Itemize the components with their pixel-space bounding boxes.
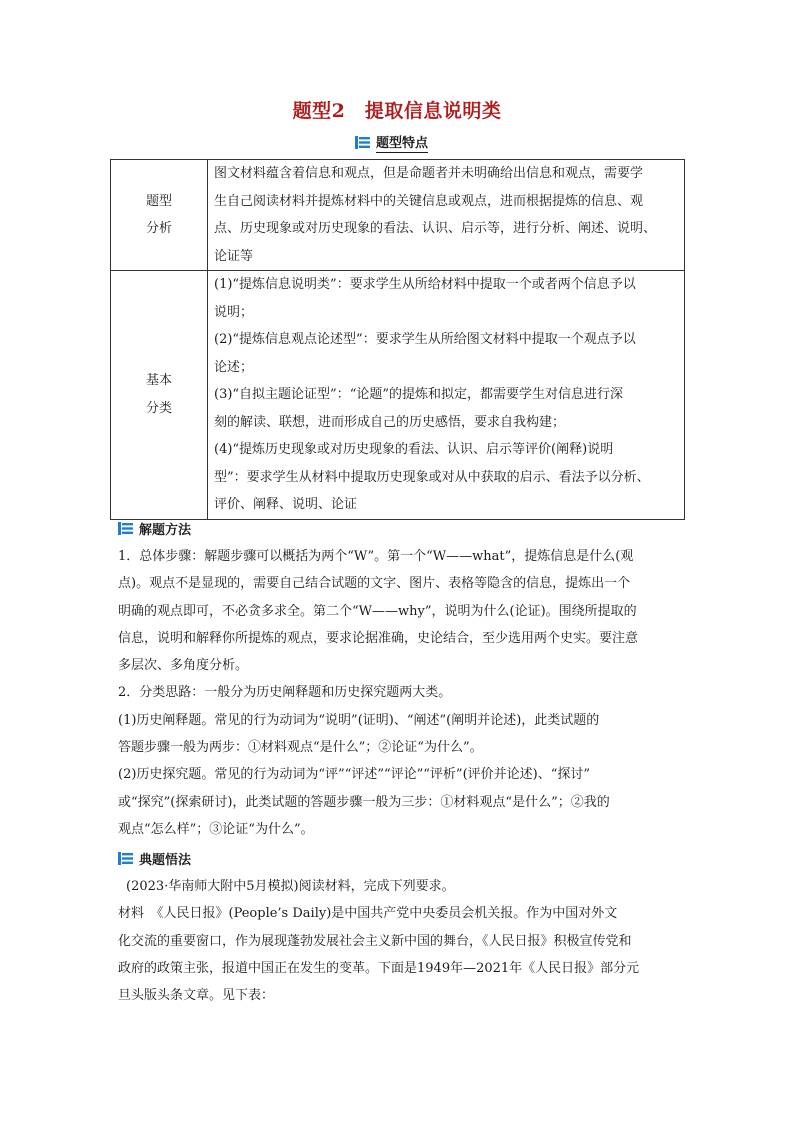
list-icon bbox=[118, 852, 133, 865]
text-line: 材料 《人民日报》(People’s Daily)是中国共产党中央委员会机关报。作为中国对外文 bbox=[118, 906, 618, 922]
table-row bbox=[111, 160, 685, 271]
content-line: 型”：要求学生从材料中提取历史现象或对从中获取的启示、看法予以分析、 bbox=[214, 469, 650, 485]
text-line: 旦头版头条文章。见下表： bbox=[118, 988, 275, 1004]
content-line: (2)“提炼信息观点论述型”：要求学生从所给图文材料中提取一个观点予以 bbox=[214, 332, 636, 347]
section-label: 典题悟法 bbox=[139, 853, 192, 868]
table-row bbox=[111, 271, 685, 520]
row-header bbox=[111, 271, 208, 520]
section-heading-features bbox=[355, 132, 428, 153]
content-line: (3)“自拟主题论证型”：“论题”的提炼和拟定，都需要学生对信息进行深 bbox=[214, 387, 623, 402]
content-line: 论证等 bbox=[214, 248, 254, 264]
text-line: 信息，说明和解释你所提炼的观点，要求论据准确，史论结合，至少选用两个史实。要注意 bbox=[118, 630, 639, 646]
row-header bbox=[111, 160, 208, 271]
row-header-line: 分析 bbox=[145, 221, 172, 236]
row-header-line: 分类 bbox=[145, 400, 172, 416]
row-content bbox=[208, 271, 685, 520]
text-line: (2023·华南师大附中5月模拟)阅读材料，完成下列要求。 bbox=[126, 879, 455, 894]
question-type-table bbox=[110, 159, 685, 520]
text-line: (1)历史阐释题。常见的行为动词为“说明”(证明)、“阐述”(阐明并论述)，此类试题的 bbox=[118, 712, 600, 728]
method-text bbox=[118, 543, 678, 843]
content-line: 生自己阅读材料并提炼材料中的关键信息或观点，进而根据提炼的信息、观 bbox=[214, 193, 644, 209]
text-line: 观点“怎么样”；③论证“为什么”。 bbox=[118, 821, 314, 837]
content-line: (1)“提炼信息说明类”：要求学生从所给材料中提取一个或者两个信息予以 bbox=[214, 277, 636, 292]
page-title: 题型2 提取信息说明类 bbox=[292, 100, 502, 122]
row-header-line: 基本 bbox=[145, 373, 172, 389]
text-line: 化交流的重要窗口，作为展现蓬勃发展社会主义新中国的舞台，《人民日报》积极宣传党和 bbox=[118, 933, 632, 949]
list-icon bbox=[118, 522, 133, 535]
content-line: 刻的解读、联想，进而形成自己的历史感悟，要求自我构建； bbox=[214, 414, 566, 430]
text-line: (2)历史探究题。常见的行为动词为“评”“评述”“评论”“评析”(评价并论述)、“探讨” bbox=[118, 767, 591, 783]
section-heading-example bbox=[118, 849, 191, 868]
text-line: 或“探究”(探索研讨)，此类试题的答题步骤一般为三步：①材料观点“是什么”；②我的 bbox=[118, 794, 610, 810]
text-line: 点)。观点不是显现的，需要自己结合试题的文字、图片、表格等隐含的信息，提炼出一个 bbox=[118, 576, 631, 592]
content-line: 说明； bbox=[214, 304, 254, 320]
content-line: 评价、阐释、说明、论证 bbox=[214, 497, 358, 512]
list-icon bbox=[355, 136, 370, 149]
text-line: 明确的观点即可，不必贪多求全。第二个“W——why”，说明为什么(论证)。围绕所提取的 bbox=[118, 603, 637, 619]
example-text bbox=[118, 873, 678, 1009]
text-line: 多层次、多角度分析。 bbox=[118, 658, 249, 674]
section-heading-method bbox=[118, 519, 191, 538]
row-header-line: 题型 bbox=[145, 193, 172, 209]
content-line: 论述； bbox=[214, 359, 254, 375]
text-line: 2．分类思路：一般分为历史阐释题和历史探究题两大类。 bbox=[118, 685, 452, 701]
content-line: 点、历史现象或对历史现象的看法、认识、启示等，进行分析、阐述、说明、 bbox=[214, 221, 657, 236]
text-line: 答题步骤一般为两步：①材料观点“是什么”；②论证“为什么”。 bbox=[118, 740, 483, 756]
section-label: 解题方法 bbox=[139, 523, 192, 538]
section-label: 题型特点 bbox=[376, 132, 428, 153]
text-line: 1．总体步骤：解题步骤可以概括为两个“W”。第一个“W——what”，提炼信息是什么(观 bbox=[118, 549, 634, 564]
row-content bbox=[208, 160, 685, 271]
text-line: 政府的政策主张，报道中国正在发生的变革。下面是1949年—2021年《人民日报》部分元 bbox=[118, 960, 640, 976]
content-line: (4)“提炼历史现象或对历史现象的看法、认识、启示等评价(阐释)说明 bbox=[214, 442, 614, 457]
content-line: 图文材料蕴含着信息和观点，但是命题者并未明确给出信息和观点，需要学 bbox=[214, 166, 644, 181]
